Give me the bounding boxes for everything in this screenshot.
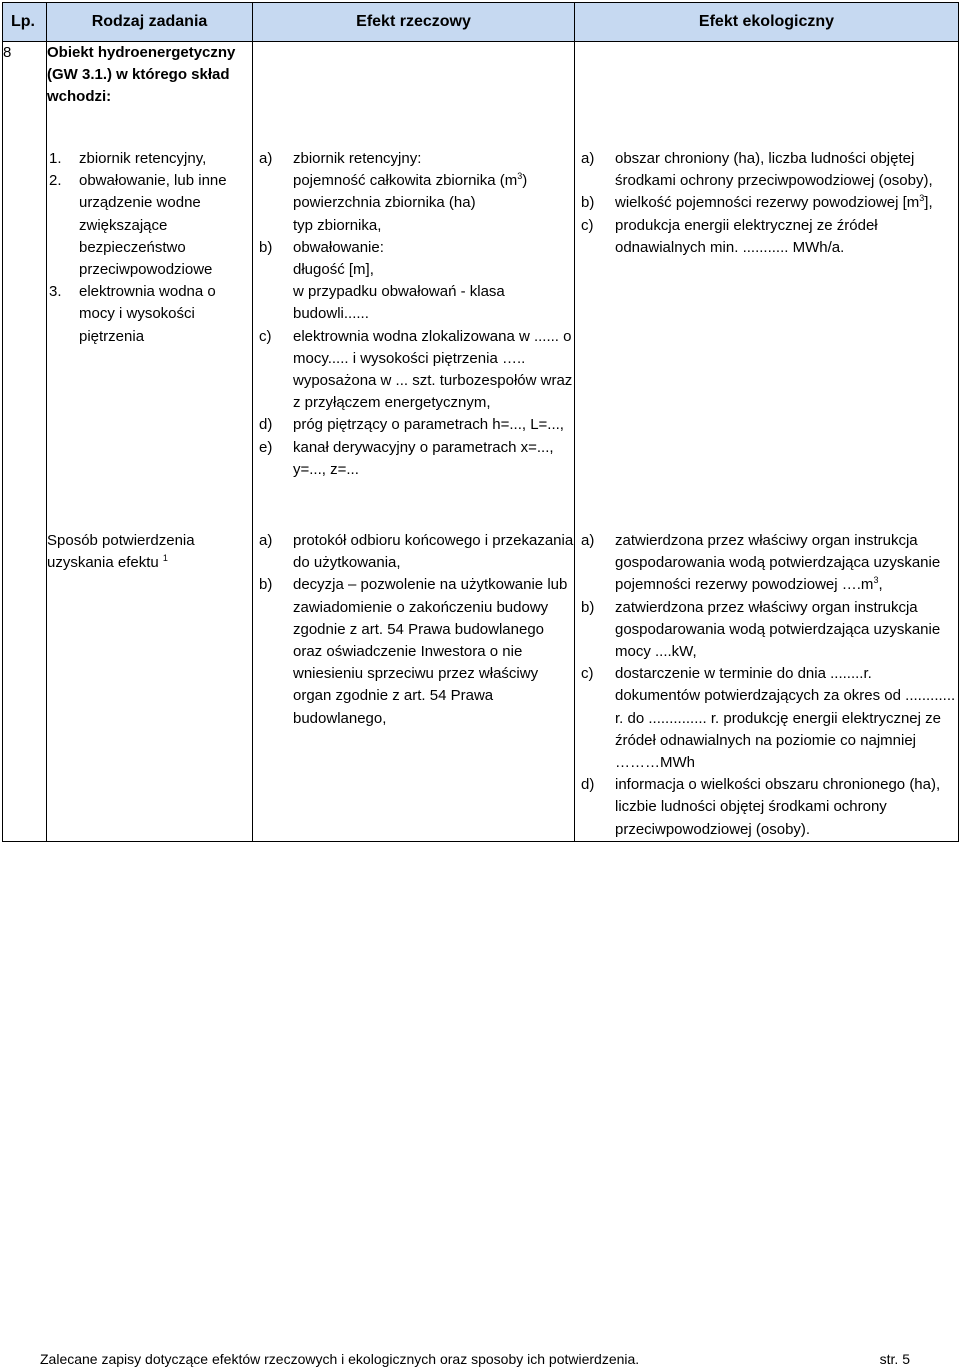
list-item-text: protokół odbioru końcowego i przekazania do użytkowania, (293, 532, 574, 572)
page-footer (40, 1350, 910, 1368)
ekologiczny-verification-item (575, 597, 958, 664)
footer-note: Zalecane zapisy dotyczące efektów rzeczowych i ekologicznych oraz sposoby ich potwierdzenia. (40, 1351, 640, 1367)
list-item-text: decyzja – pozwolenie na użytkowanie lub zawiadomienie o zakończeniu budowy zgodnie z art. 54 Prawa budowlanego oraz oświadczenie Inwestora o nie wniesieniu sprzeciwu przez właściwy organ zgodnie z art. 54 Prawa budowlanego, (293, 576, 568, 727)
rzeczowy-verification-item (253, 574, 574, 729)
rzeczowy-effect-item (253, 237, 574, 259)
header-efekt-ekologiczny: Efekt ekologiczny (575, 3, 959, 42)
list-marker: d) (581, 776, 595, 794)
ekologiczny-verification-item (575, 774, 958, 841)
rzeczowy-effect-item (253, 437, 574, 481)
ekologiczny-cell (575, 42, 959, 842)
rzeczowy-effect-item (253, 192, 574, 214)
ekologiczny-effects-list (575, 148, 958, 530)
rzeczowy-effect-item (253, 281, 574, 325)
ekologiczny-effect-item (575, 215, 958, 259)
list-item-text: próg piętrzący o parametrach h=..., L=..., (293, 416, 564, 434)
table-row (3, 42, 959, 842)
superscript: 3 (517, 171, 523, 182)
list-item-text: obwałowanie, lub inne urządzenie wodne zwiększające bezpieczeństwo przeciwpowodziowe (79, 172, 227, 279)
ekologiczny-spacer (575, 42, 958, 148)
effects-table (2, 2, 959, 842)
ekologiczny-verification-item (575, 530, 958, 597)
list-item-text: obszar chroniony (ha), liczba ludności objętej środkami ochrony przeciwpowodziowej (osoby), (615, 150, 933, 190)
list-item-text: kanał derywacyjny o parametrach x=..., y=..., z=... (293, 438, 554, 478)
rzeczowy-effect-item (253, 259, 574, 281)
list-item-text: produkcja energii elektrycznej ze źródeł odnawialnych min. ........... MWh/a. (615, 216, 878, 256)
list-marker: c) (259, 327, 272, 345)
superscript: 3 (873, 575, 879, 586)
list-item-text: w przypadku obwałowań - klasa budowli...... (293, 283, 505, 323)
rzeczowy-effect-item (253, 414, 574, 436)
table-header-row (3, 3, 959, 42)
task-title: Obiekt hydroenergetyczny (GW 3.1.) w którego skład wchodzi: (47, 44, 236, 106)
list-item-text: elektrownia wodna zlokalizowana w ...... o mocy..... i wysokości piętrzenia ….. wyposażona w ... szt. turbozespołów wraz z przyłączem energetycznym, (293, 327, 573, 412)
list-item-text: zatwierdzona przez właściwy organ instrukcja gospodarowania wodą potwierdzająca uzyskanie pojemności rezerwy powodziowej ….m (615, 532, 941, 594)
rzeczowy-effect-item (253, 326, 574, 415)
list-item-text: powierzchnia zbiornika (ha) (293, 194, 476, 212)
list-marker: c) (581, 665, 594, 683)
rzeczowy-effects-list (253, 148, 574, 530)
list-item-text: typ zbiornika, (293, 216, 382, 234)
superscript: 3 (919, 193, 925, 204)
list-marker: b) (259, 576, 273, 594)
list-item-text-end: ) (522, 172, 528, 190)
ekologiczny-verification-list (575, 530, 958, 841)
list-marker: a) (581, 150, 595, 167)
list-item-text: wielkość pojemności rezerwy powodziowej [m (615, 194, 920, 212)
header-efekt-rzeczowy: Efekt rzeczowy (253, 3, 575, 42)
list-marker: b) (581, 598, 595, 616)
list-marker: c) (581, 216, 594, 234)
rzeczowy-effect-item (253, 170, 574, 192)
verification-label: Sposób potwierdzenia uzyskania efektu $^1$ (47, 532, 195, 572)
page-number: str. 5 (879, 1351, 910, 1367)
list-item-text: dostarczenie w terminie do dnia ........r. dokumentów potwierdzających za okres od ............ r. do .............. r. produkcję energii elektrycznej ze źródeł odnawialnych na poziomie co najmniej ………MWh (615, 665, 956, 772)
rzeczowy-effect-item (253, 148, 574, 170)
rzeczowy-verification-list (253, 530, 574, 730)
list-marker: b) (581, 194, 595, 212)
list-item-text: elektrownia wodna o mocy i wysokości piętrzenia (79, 283, 216, 345)
task-cell (47, 42, 253, 842)
rzeczowy-effect-item (253, 215, 574, 237)
rzeczowy-verification-item (253, 530, 574, 574)
components-list (47, 148, 252, 530)
list-item-text: długość [m], (293, 261, 374, 279)
list-item-text: zbiornik retencyjny, (79, 150, 207, 167)
list-item-text: informacja o wielkości obszaru chronionego (ha), liczbie ludności objętej środkami ochrony przeciwpowodziowej (osoby). (615, 776, 941, 838)
list-marker: 1. (49, 150, 62, 167)
list-marker: 3. (49, 283, 62, 301)
component-item (47, 148, 252, 170)
row-number: 8 (3, 42, 47, 842)
component-item (47, 281, 252, 348)
header-lp: Lp. (3, 3, 47, 42)
list-marker: a) (259, 532, 273, 549)
list-item-text: pojemność całkowita zbiornika (m (293, 172, 518, 190)
list-item-text: obwałowanie: (293, 238, 384, 256)
rzeczowy-spacer (253, 42, 574, 148)
list-marker: d) (259, 416, 273, 434)
list-item-text: zatwierdzona przez właściwy organ instrukcja gospodarowania wodą potwierdzająca uzyskanie mocy ....kW, (615, 598, 941, 661)
list-marker: a) (259, 150, 273, 167)
footnote-marker: 1 (162, 553, 168, 564)
list-marker: e) (259, 438, 273, 456)
list-marker: a) (581, 532, 595, 549)
list-item-text: zbiornik retencyjny: (293, 150, 422, 167)
component-item (47, 170, 252, 281)
list-marker: b) (259, 238, 273, 256)
list-item-text-end: , (878, 576, 883, 594)
ekologiczny-effect-item (575, 192, 958, 214)
header-rodzaj-zadania: Rodzaj zadania (47, 3, 253, 42)
list-item-text-end: ], (924, 194, 933, 212)
rzeczowy-cell (253, 42, 575, 842)
list-marker: 2. (49, 172, 62, 190)
ekologiczny-effect-item (575, 148, 958, 192)
ekologiczny-verification-item (575, 663, 958, 774)
